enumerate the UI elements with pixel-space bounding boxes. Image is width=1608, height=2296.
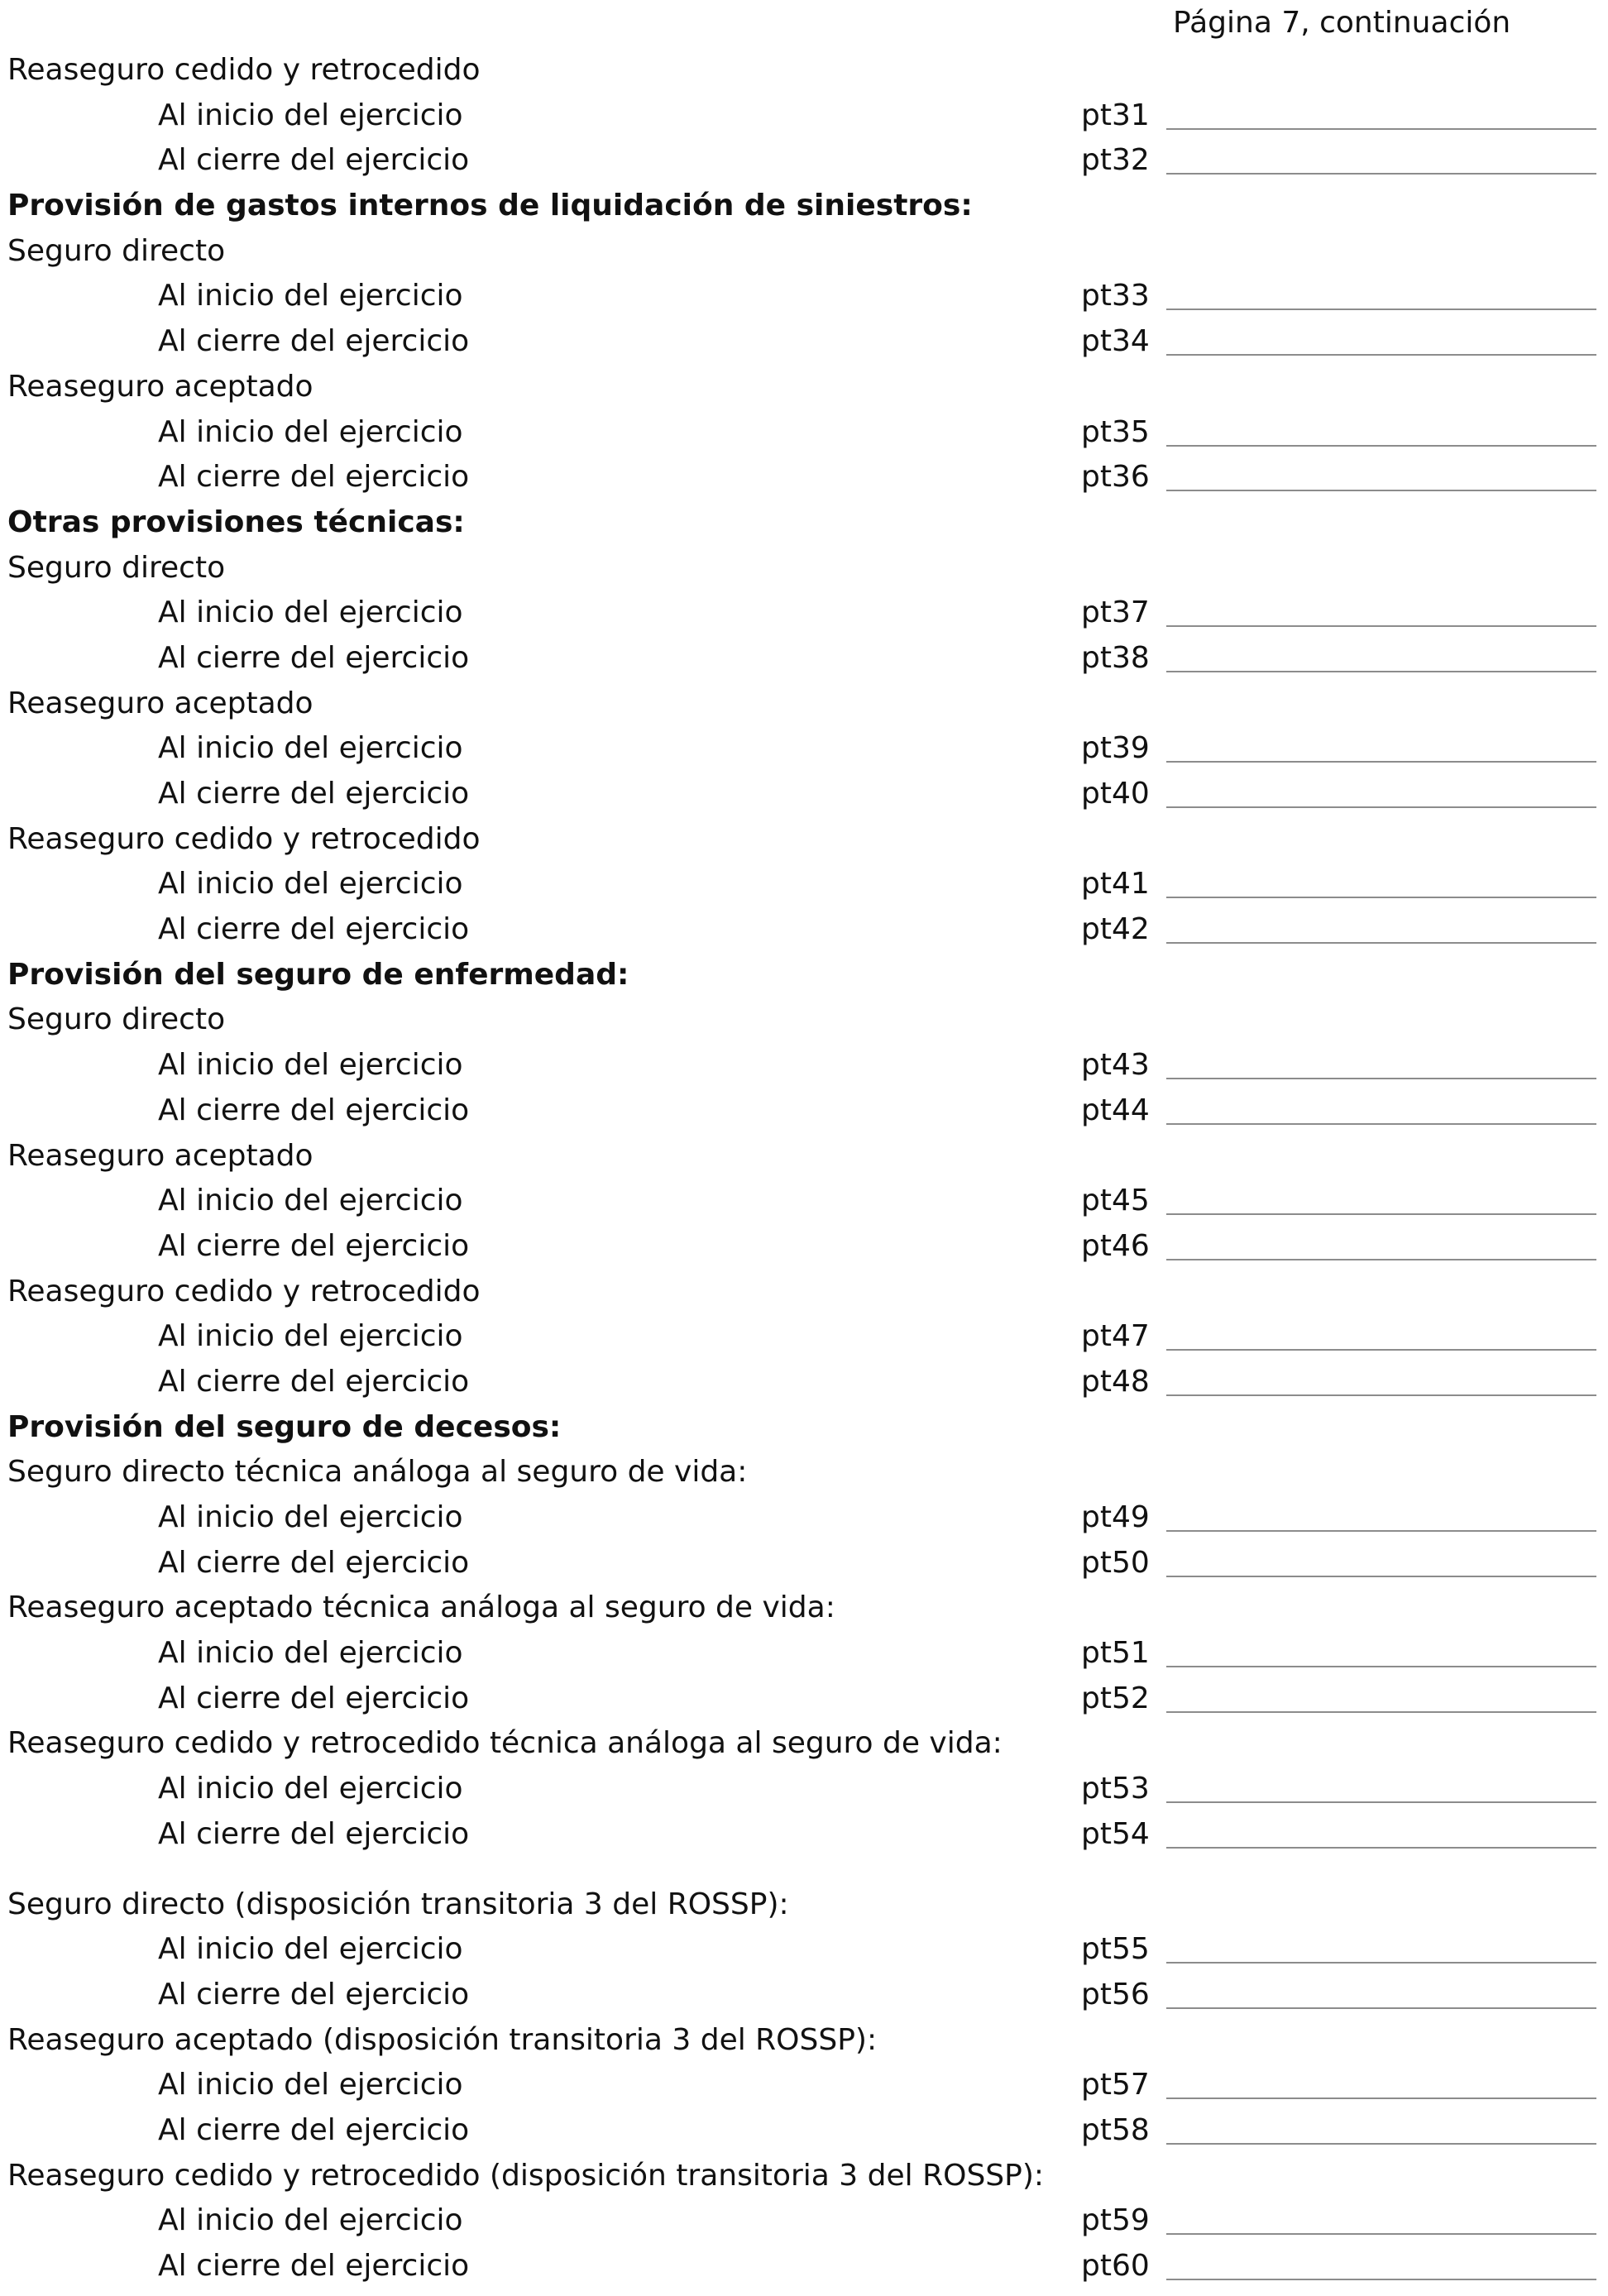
field-label: Al inicio del ejercicio	[158, 1048, 463, 1083]
field-code: pt31	[1081, 98, 1150, 132]
field-code: pt40	[1081, 777, 1150, 811]
field-label: Al inicio del ejercicio	[158, 1184, 463, 1218]
field-label: Al cierre del ejercicio	[158, 143, 470, 178]
amount-input[interactable]	[1166, 1187, 1596, 1215]
amount-input[interactable]	[1166, 1549, 1596, 1577]
field-label: Al cierre del ejercicio	[158, 1977, 470, 2011]
field-label: Al inicio del ejercicio	[158, 1772, 463, 1806]
field-label: Al inicio del ejercicio	[158, 279, 463, 313]
form-field-row	[0, 1495, 1608, 1541]
subgroup-heading: Reaseguro aceptado	[7, 686, 313, 720]
form-field-row	[0, 772, 1608, 817]
amount-input[interactable]	[1166, 146, 1596, 175]
amount-input[interactable]	[1166, 419, 1596, 447]
field-label: Al inicio del ejercicio	[158, 1319, 463, 1354]
field-label: Al inicio del ejercicio	[158, 414, 463, 449]
subgroup-heading-row	[0, 682, 1608, 727]
form-field-row	[0, 1973, 1608, 2018]
field-code: pt45	[1081, 1184, 1150, 1218]
subgroup-heading-row	[0, 997, 1608, 1043]
amount-input[interactable]	[1166, 1368, 1596, 1396]
field-code: pt34	[1081, 324, 1150, 359]
field-label: Al inicio del ejercicio	[158, 1500, 463, 1534]
amount-input[interactable]	[1166, 2071, 1596, 2099]
subgroup-heading-row	[0, 1586, 1608, 1631]
form-field-row	[0, 726, 1608, 772]
subgroup-heading: Reaseguro cedido y retrocedido técnica análoga al seguro de vida:	[7, 1726, 1003, 1761]
amount-input[interactable]	[1166, 1775, 1596, 1803]
amount-input[interactable]	[1166, 1981, 1596, 2009]
field-code: pt51	[1081, 1636, 1150, 1671]
field-code: pt50	[1081, 1545, 1150, 1580]
field-label: Al inicio del ejercicio	[158, 2203, 463, 2238]
amount-input[interactable]	[1166, 1820, 1596, 1849]
section-heading-row	[0, 184, 1608, 229]
form-field-row	[0, 1677, 1608, 1722]
subgroup-heading: Seguro directo	[7, 550, 226, 585]
amount-input[interactable]	[1166, 734, 1596, 763]
amount-input[interactable]	[1166, 463, 1596, 491]
subgroup-heading-row	[0, 48, 1608, 93]
subgroup-heading-row	[0, 1450, 1608, 1495]
field-code: pt59	[1081, 2203, 1150, 2238]
field-label: Al inicio del ejercicio	[158, 1932, 463, 1967]
field-label: Al cierre del ejercicio	[158, 1364, 470, 1399]
amount-input[interactable]	[1166, 1323, 1596, 1351]
subgroup-heading-row	[0, 1270, 1608, 1315]
field-code: pt54	[1081, 1816, 1150, 1851]
amount-input[interactable]	[1166, 1097, 1596, 1125]
field-code: pt56	[1081, 1977, 1150, 2011]
amount-input[interactable]	[1166, 1685, 1596, 1713]
amount-input[interactable]	[1166, 916, 1596, 944]
field-code: pt39	[1081, 731, 1150, 766]
field-code: pt57	[1081, 2068, 1150, 2102]
form-field-row	[0, 1179, 1608, 1224]
page-number-label: Página 7, continuación	[1173, 6, 1511, 40]
amount-input[interactable]	[1166, 644, 1596, 672]
form-field-row	[0, 1541, 1608, 1586]
field-code: pt38	[1081, 640, 1150, 675]
form-field-row	[0, 1314, 1608, 1360]
form-field-row	[0, 862, 1608, 907]
amount-input[interactable]	[1166, 2252, 1596, 2280]
form-rows	[0, 48, 1608, 2289]
field-code: pt47	[1081, 1319, 1150, 1354]
subgroup-heading-row	[0, 2018, 1608, 2064]
field-code: pt33	[1081, 279, 1150, 313]
subgroup-heading: Seguro directo (disposición transitoria 3 del ROSSP):	[7, 1887, 789, 1921]
amount-input[interactable]	[1166, 1935, 1596, 1964]
section-heading: Otras provisiones técnicas:	[7, 505, 465, 539]
subgroup-heading: Reaseguro aceptado técnica análoga al seguro de vida:	[7, 1590, 835, 1625]
field-label: Al inicio del ejercicio	[158, 867, 463, 902]
amount-input[interactable]	[1166, 599, 1596, 627]
subgroup-heading-row	[0, 1134, 1608, 1179]
field-label: Al inicio del ejercicio	[158, 731, 463, 766]
form-field-row	[0, 1812, 1608, 1858]
form-field-row	[0, 2108, 1608, 2154]
section-heading: Provisión del seguro de enfermedad:	[7, 957, 629, 992]
form-field-row	[0, 907, 1608, 953]
field-label: Al inicio del ejercicio	[158, 98, 463, 132]
field-label: Al cierre del ejercicio	[158, 912, 470, 947]
field-code: pt49	[1081, 1500, 1150, 1534]
field-code: pt60	[1081, 2249, 1150, 2283]
field-code: pt46	[1081, 1228, 1150, 1263]
form-field-row	[0, 138, 1608, 184]
field-label: Al cierre del ejercicio	[158, 2249, 470, 2283]
field-label: Al inicio del ejercicio	[158, 2068, 463, 2102]
subgroup-heading: Seguro directo técnica análoga al seguro de vida:	[7, 1455, 748, 1490]
field-code: pt42	[1081, 912, 1150, 947]
field-code: pt36	[1081, 460, 1150, 495]
form-field-row	[0, 636, 1608, 682]
field-code: pt41	[1081, 867, 1150, 902]
field-label: Al inicio del ejercicio	[158, 1636, 463, 1671]
field-code: pt53	[1081, 1772, 1150, 1806]
amount-input[interactable]	[1166, 2207, 1596, 2235]
field-label: Al cierre del ejercicio	[158, 1093, 470, 1127]
form-field-row	[0, 2198, 1608, 2244]
amount-input[interactable]	[1166, 102, 1596, 130]
form-field-row	[0, 93, 1608, 139]
section-heading-row	[0, 1405, 1608, 1451]
amount-input[interactable]	[1166, 1232, 1596, 1260]
subgroup-heading: Reaseguro cedido y retrocedido	[7, 1274, 481, 1308]
form-field-row	[0, 1631, 1608, 1677]
form-field-row	[0, 1224, 1608, 1270]
form-field-row	[0, 455, 1608, 500]
section-heading-row	[0, 953, 1608, 998]
field-code: pt55	[1081, 1932, 1150, 1967]
amount-input[interactable]	[1166, 1504, 1596, 1532]
form-field-row	[0, 274, 1608, 319]
field-label: Al cierre del ejercicio	[158, 2112, 470, 2147]
amount-input[interactable]	[1166, 1639, 1596, 1667]
subgroup-heading: Reaseguro aceptado	[7, 369, 313, 404]
subgroup-heading: Reaseguro aceptado	[7, 1138, 313, 1173]
field-label: Al cierre del ejercicio	[158, 460, 470, 495]
field-code: pt32	[1081, 143, 1150, 178]
form-field-row	[0, 1043, 1608, 1088]
section-heading-row	[0, 500, 1608, 546]
field-label: Al cierre del ejercicio	[158, 1816, 470, 1851]
subgroup-heading-row	[0, 1882, 1608, 1928]
field-label: Al cierre del ejercicio	[158, 1228, 470, 1263]
amount-input[interactable]	[1166, 328, 1596, 356]
form-field-row	[0, 1088, 1608, 1134]
field-code: pt58	[1081, 2112, 1150, 2147]
field-label: Al cierre del ejercicio	[158, 1545, 470, 1580]
subgroup-heading: Reaseguro cedido y retrocedido (disposición transitoria 3 del ROSSP):	[7, 2158, 1045, 2193]
subgroup-heading: Seguro directo	[7, 233, 226, 268]
amount-input[interactable]	[1166, 870, 1596, 898]
field-code: pt52	[1081, 1681, 1150, 1715]
form-field-row	[0, 1767, 1608, 1812]
form-field-row	[0, 2244, 1608, 2289]
field-code: pt35	[1081, 414, 1150, 449]
amount-input[interactable]	[1166, 282, 1596, 310]
field-label: Al cierre del ejercicio	[158, 777, 470, 811]
form-field-row	[0, 1927, 1608, 1973]
form-field-row	[0, 410, 1608, 456]
section-heading: Provisión de gastos internos de liquidación de siniestros:	[7, 189, 973, 223]
field-label: Al cierre del ejercicio	[158, 324, 470, 359]
field-label: Al cierre del ejercicio	[158, 1681, 470, 1715]
subgroup-heading-row	[0, 2154, 1608, 2199]
subgroup-heading-row	[0, 546, 1608, 591]
subgroup-heading: Seguro directo	[7, 1002, 226, 1037]
field-code: pt48	[1081, 1364, 1150, 1399]
section-heading: Provisión del seguro de decesos:	[7, 1409, 562, 1444]
form-field-row	[0, 591, 1608, 636]
amount-input[interactable]	[1166, 2117, 1596, 2145]
field-code: pt37	[1081, 596, 1150, 630]
subgroup-heading-row	[0, 1721, 1608, 1767]
subgroup-heading: Reaseguro aceptado (disposición transitoria 3 del ROSSP):	[7, 2022, 878, 2057]
field-code: pt43	[1081, 1048, 1150, 1083]
form-field-row	[0, 1360, 1608, 1405]
form-field-row	[0, 2063, 1608, 2108]
subgroup-heading: Reaseguro cedido y retrocedido	[7, 53, 481, 87]
field-label: Al cierre del ejercicio	[158, 640, 470, 675]
amount-input[interactable]	[1166, 780, 1596, 808]
subgroup-heading-row	[0, 817, 1608, 863]
subgroup-heading: Reaseguro cedido y retrocedido	[7, 821, 481, 856]
subgroup-heading-row	[0, 365, 1608, 410]
amount-input[interactable]	[1166, 1051, 1596, 1079]
field-label: Al inicio del ejercicio	[158, 596, 463, 630]
form-field-row	[0, 319, 1608, 365]
field-code: pt44	[1081, 1093, 1150, 1127]
subgroup-heading-row	[0, 229, 1608, 275]
